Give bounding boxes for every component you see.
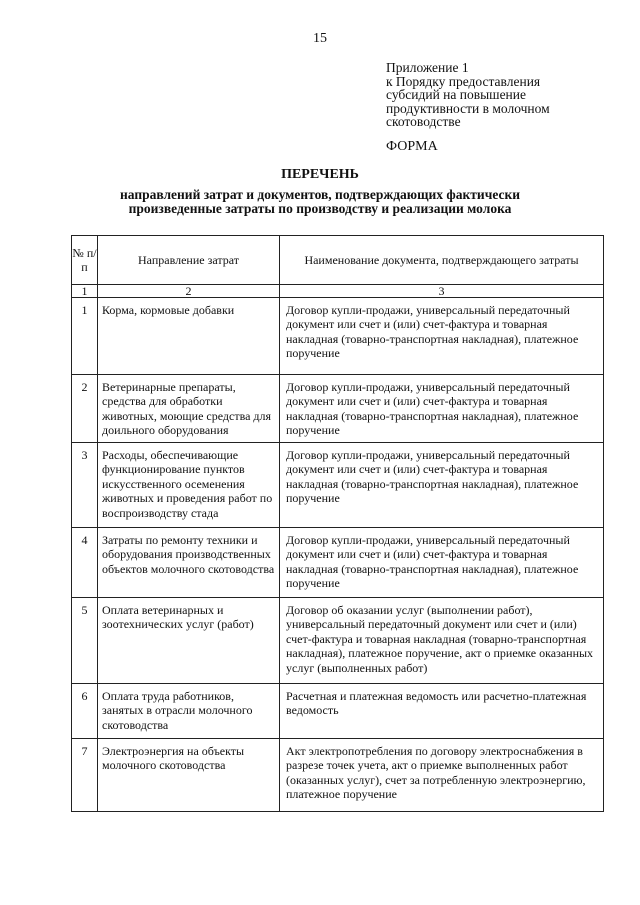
row-direction: Ветеринарные препараты, средства для обработки животных, моющие средства для доильного оборудования	[98, 375, 280, 443]
row-direction: Оплата труда работников, занятых в отрасли молочного скотоводства	[98, 684, 280, 739]
appendix-note	[386, 61, 626, 129]
header-num: № п/п	[72, 236, 98, 285]
table-row	[72, 739, 604, 812]
column-index-row	[72, 285, 604, 298]
row-number: 7	[72, 739, 98, 812]
row-document: Договор об оказании услуг (выполнении работ), универсальный передаточный документ или счет и (или) счет-фактура и товарная накладная (товарно-транспортная накладная), платежное поручение, акт о приемке оказанных услуг (выполненных работ)	[280, 598, 604, 684]
header-document: Наименование документа, подтверждающего затраты	[280, 236, 604, 285]
row-number: 5	[72, 598, 98, 684]
row-document: Акт электропотребления по договору электроснабжения в разрезе точек учета, акт о приемке выполненных работ (оказанных услуг), счет за потребленную электроэнергию, платежное поручение	[280, 739, 604, 812]
row-number: 1	[72, 298, 98, 375]
row-direction: Корма, кормовые добавки	[98, 298, 280, 375]
row-document: Расчетная и платежная ведомость или расчетно-платежная ведомость	[280, 684, 604, 739]
row-direction: Оплата ветеринарных и зоотехнических услуг (работ)	[98, 598, 280, 684]
appendix-line: субсидий на повышение	[386, 87, 527, 103]
table-header-row	[72, 236, 604, 285]
form-label: ФОРМА	[386, 139, 438, 154]
appendix-line: скотоводстве	[386, 114, 461, 130]
table-row	[72, 528, 604, 598]
row-number: 6	[72, 684, 98, 739]
column-index: 2	[98, 285, 280, 298]
row-number: 4	[72, 528, 98, 598]
appendix-line: Приложение 1	[386, 60, 469, 75]
row-document: Договор купли-продажи, универсальный передаточный документ или счет и (или) счет-фактура и товарная накладная (товарно-транспортная накладная), платежное поручение	[280, 375, 604, 443]
row-direction: Затраты по ремонту техники и оборудования производственных объектов молочного скотоводства	[98, 528, 280, 598]
table-row	[72, 684, 604, 739]
document-title: ПЕРЕЧЕНЬ	[281, 167, 359, 182]
table-row	[72, 375, 604, 443]
row-number: 3	[72, 443, 98, 528]
row-document: Договор купли-продажи, универсальный передаточный документ или счет и (или) счет-фактура и товарная накладная (товарно-транспортная накладная), платежное поручение	[280, 443, 604, 528]
table-row	[72, 443, 604, 528]
page-number: 15	[313, 31, 327, 46]
row-document: Договор купли-продажи, универсальный передаточный документ или счет и (или) счет-фактура и товарная накладная (товарно-транспортная накладная), платежное поручение	[280, 298, 604, 375]
document-subtitle: направлений затрат и документов, подтверждающих фактически произведенные затраты по производству и реализации молока	[119, 187, 521, 216]
table-row	[72, 298, 604, 375]
column-index: 3	[280, 285, 604, 298]
column-index: 1	[72, 285, 98, 298]
row-document: Договор купли-продажи, универсальный передаточный документ или счет и (или) счет-фактура и товарная накладная (товарно-транспортная накладная), платежное поручение	[280, 528, 604, 598]
row-direction: Расходы, обеспечивающие функционирование пунктов искусственного осеменения животных и проведения работ по воспроизводству стада	[98, 443, 280, 528]
table-row	[72, 598, 604, 684]
appendix-line: продуктивности в молочном	[386, 100, 550, 116]
row-direction: Электроэнергия на объекты молочного скотоводства	[98, 739, 280, 812]
appendix-line: к Порядку предоставления	[386, 73, 541, 89]
expense-table	[71, 235, 604, 812]
row-number: 2	[72, 375, 98, 443]
header-direction: Направление затрат	[98, 236, 280, 285]
